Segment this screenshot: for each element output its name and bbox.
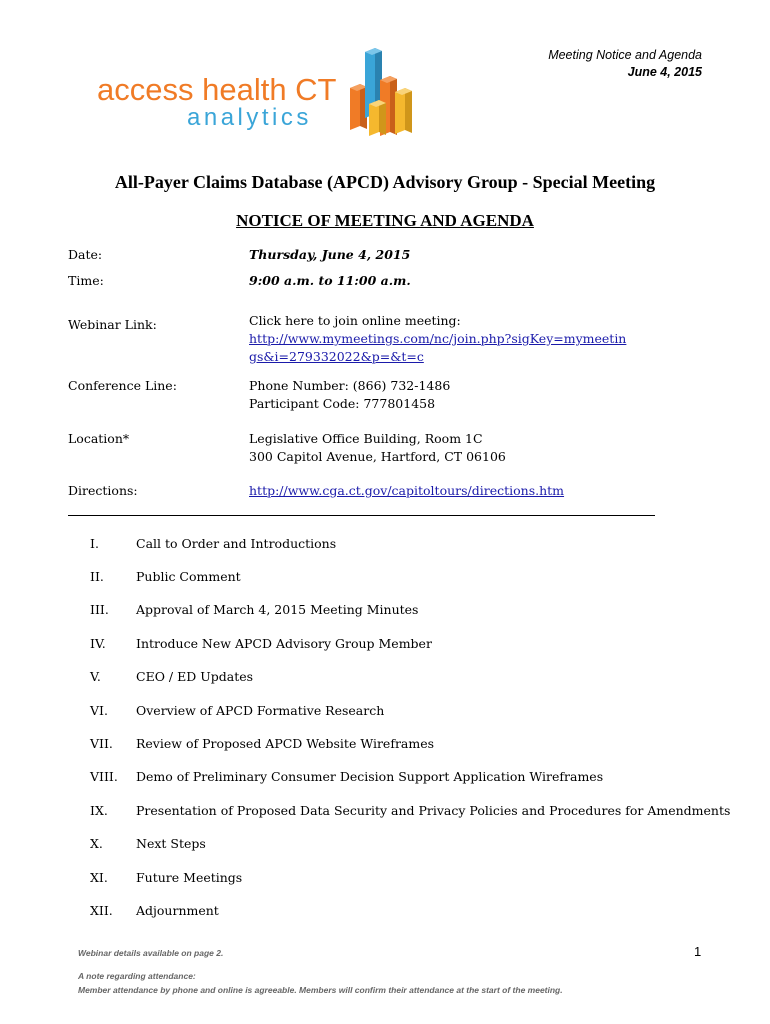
agenda-number: II. [90, 569, 104, 584]
document-date: June 4, 2015 [627, 65, 702, 79]
time-label: Time: [68, 273, 104, 288]
directions-link[interactable]: http://www.cga.ct.gov/capitoltours/directions.htm [249, 483, 565, 498]
location-line2: 300 Capitol Avenue, Hartford, CT 06106 [249, 449, 506, 464]
document-header [548, 47, 702, 81]
agenda-text: Call to Order and Introductions [136, 536, 337, 551]
agenda-text: Review of Proposed APCD Website Wireframes [136, 736, 435, 751]
webinar-label: Webinar Link: [68, 317, 157, 332]
agenda-number: I. [90, 536, 99, 551]
agenda-number: XI. [90, 870, 108, 885]
bar-chart-logo-icon [347, 40, 417, 140]
date-value: Thursday, June 4, 2015 [249, 247, 411, 262]
agenda-text: Introduce New APCD Advisory Group Member [136, 636, 432, 651]
conference-label: Conference Line: [68, 378, 177, 393]
meeting-title: All-Payer Claims Database (APCD) Advisory Group - Special Meeting [114, 172, 656, 192]
time-value: 9:00 a.m. to 11:00 a.m. [249, 273, 411, 288]
agenda-text: Public Comment [136, 569, 241, 584]
webinar-link-continued[interactable]: gs&i=279332022&p=&t=c [249, 349, 424, 364]
agenda-number: VII. [90, 736, 113, 751]
conference-code: Participant Code: 777801458 [249, 396, 436, 411]
location-line1: Legislative Office Building, Room 1C [249, 431, 483, 446]
logo-text-secondary: analytics [187, 104, 312, 131]
directions-label: Directions: [68, 483, 138, 498]
attendance-heading: A note regarding attendance: [78, 971, 196, 981]
agenda-text: Next Steps [136, 836, 206, 851]
agenda-number: III. [90, 602, 109, 617]
agenda-text: Presentation of Proposed Data Security and Privacy Policies and Procedures for Amendments [136, 803, 731, 818]
logo-text-primary: access health CT [97, 72, 337, 107]
agenda-text: Future Meetings [136, 870, 243, 885]
access-health-ct-logo [97, 40, 417, 140]
document-type: Meeting Notice and Agenda [548, 48, 702, 62]
agenda-number: VIII. [90, 769, 118, 784]
webinar-link[interactable]: http://www.mymeetings.com/nc/join.php?sigKey=mymeetin [249, 331, 627, 346]
agenda-text: Adjournment [136, 903, 219, 918]
conference-phone: Phone Number: (866) 732-1486 [249, 378, 451, 393]
page-number: 1 [694, 944, 702, 959]
agenda-number: IX. [90, 803, 108, 818]
agenda-number: X. [90, 836, 103, 851]
agenda-text: CEO / ED Updates [136, 669, 254, 684]
webinar-intro: Click here to join online meeting: [249, 313, 461, 328]
section-divider [68, 515, 655, 516]
date-label: Date: [68, 247, 103, 262]
agenda-number: XII. [90, 903, 113, 918]
attendance-note: Member attendance by phone and online is agreeable. Members will confirm their attendance at the start of the meeting. [78, 985, 563, 995]
webinar-footnote: Webinar details available on page 2. [78, 948, 224, 958]
location-label: Location* [68, 431, 130, 446]
agenda-text: Approval of March 4, 2015 Meeting Minutes [136, 602, 419, 617]
agenda-number: IV. [90, 636, 106, 651]
agenda-text: Overview of APCD Formative Research [136, 703, 385, 718]
notice-heading: NOTICE OF MEETING AND AGENDA [236, 211, 534, 230]
agenda-text: Demo of Preliminary Consumer Decision Support Application Wireframes [136, 769, 604, 784]
agenda-number: VI. [90, 703, 108, 718]
agenda-number: V. [90, 669, 101, 684]
